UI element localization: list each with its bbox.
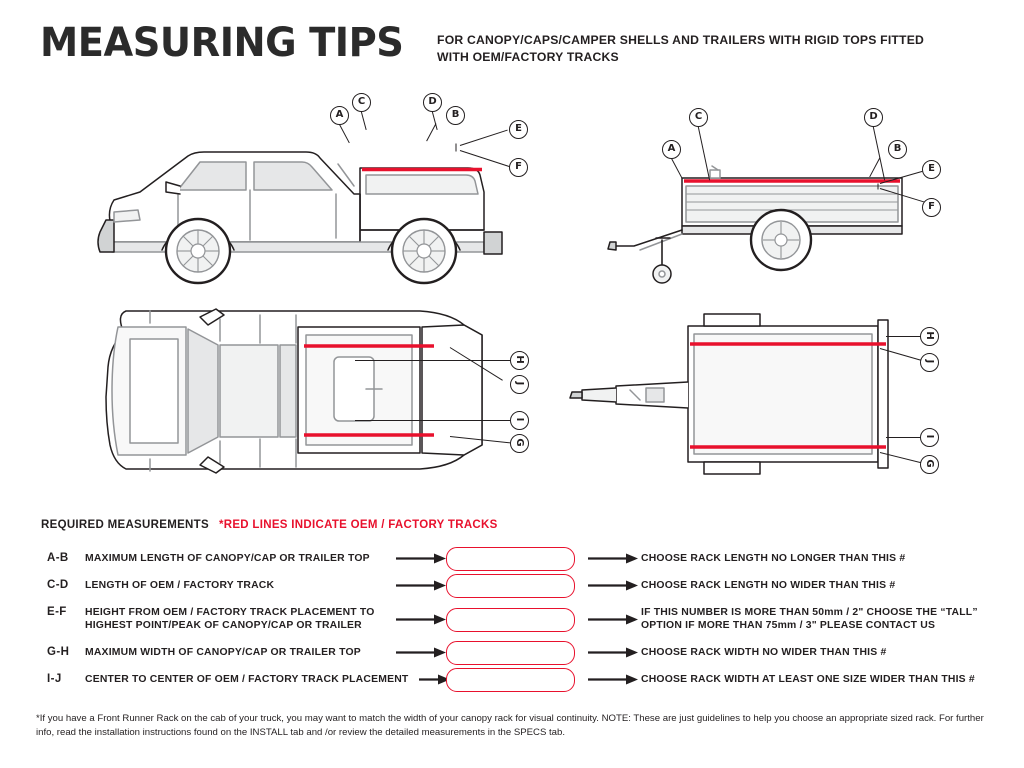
- arrow-icon: [588, 553, 640, 564]
- leader-line-trailer-ef-stem: [878, 184, 879, 190]
- measurement-result: IF THIS NUMBER IS MORE THAN 50mm / 2" CHOOSE THE “TALL” OPTION IF MORE THAN 75mm / 3" PLEASE CONTACT US: [641, 607, 978, 631]
- arrow-icon: [588, 647, 640, 658]
- measurement-code: G-H: [47, 646, 70, 658]
- red-lines-note: *RED LINES INDICATE OEM / FACTORY TRACKS: [218, 519, 498, 531]
- callout-trailer-side-c: C: [689, 108, 708, 127]
- leader-line-top-i: [355, 420, 510, 421]
- callout-truck-side-b: B: [446, 106, 465, 125]
- measurement-result: CHOOSE RACK WIDTH AT LEAST ONE SIZE WIDER THAN THIS #: [641, 674, 975, 685]
- callout-truck-side-f: F: [509, 158, 528, 177]
- measurement-description: HEIGHT FROM OEM / FACTORY TRACK PLACEMENT TO HIGHEST POINT/PEAK OF CANOPY/CAP OR TRAILER: [85, 607, 375, 631]
- arrow-icon: [396, 647, 448, 658]
- arrow-icon: [396, 614, 448, 625]
- measurement-row: [41, 669, 981, 696]
- callout-truck-top-h-label: H: [514, 355, 525, 364]
- callout-truck-top-g-label: G: [514, 438, 525, 447]
- leader-line-ef-stem: [456, 144, 457, 152]
- arrow-icon: [396, 553, 448, 564]
- callout-truck-top-j: [510, 375, 529, 394]
- trailer-top-view-illustration: [560, 308, 930, 483]
- callout-truck-top-h: [510, 351, 529, 370]
- callout-trailer-top-h: [920, 327, 939, 346]
- measurements-table: [41, 548, 981, 696]
- callout-trailer-top-g: [920, 455, 939, 474]
- callout-truck-top-j-label: J: [514, 381, 525, 386]
- measurement-result: CHOOSE RACK LENGTH NO LONGER THAN THIS #: [641, 553, 906, 564]
- callout-truck-side-e: E: [509, 120, 528, 139]
- callout-trailer-top-j-label: J: [924, 359, 935, 364]
- callout-truck-side-d: D: [423, 93, 442, 112]
- required-measurements-label: REQUIRED MEASUREMENTS: [41, 519, 209, 531]
- measurement-row: [41, 575, 981, 602]
- truck-top-view-illustration: [90, 305, 510, 490]
- page-subtitle: FOR CANOPY/CAPS/CAMPER SHELLS AND TRAILERS WITH RIGID TOPS FITTED WITH OEM/FACTORY TRACKS: [437, 33, 925, 64]
- callout-truck-top-i: [510, 411, 529, 430]
- truck-side-view-illustration: [70, 120, 560, 290]
- callout-trailer-top-i-label: I: [924, 434, 935, 439]
- measurement-code: C-D: [47, 579, 69, 591]
- measurement-description: MAXIMUM WIDTH OF CANOPY/CAP OR TRAILER TOP: [85, 647, 361, 658]
- leader-line-trailer-top-i: [886, 437, 922, 438]
- callout-truck-side-a: A: [330, 106, 349, 125]
- measurement-input-cd[interactable]: [446, 574, 575, 598]
- measurement-row: [41, 548, 981, 575]
- callout-trailer-side-d: D: [864, 108, 883, 127]
- arrow-icon: [588, 580, 640, 591]
- measurement-result: CHOOSE RACK LENGTH NO WIDER THAN THIS #: [641, 580, 896, 591]
- leader-line-top-h: [355, 360, 510, 361]
- callout-trailer-side-b: B: [888, 140, 907, 159]
- measurement-input-gh[interactable]: [446, 641, 575, 665]
- callout-trailer-side-e: E: [922, 160, 941, 179]
- arrow-icon: [588, 674, 640, 685]
- measurement-row: [41, 602, 981, 642]
- measurement-result: CHOOSE RACK WIDTH NO WIDER THAN THIS #: [641, 647, 887, 658]
- arrow-icon: [588, 614, 640, 625]
- callout-trailer-top-h-label: H: [924, 331, 935, 340]
- page-title: MEASURING TIPS: [40, 20, 404, 66]
- callout-trailer-top-j: [920, 353, 939, 372]
- measurement-description: MAXIMUM LENGTH OF CANOPY/CAP OR TRAILER TOP: [85, 553, 370, 564]
- measurement-input-ef[interactable]: [446, 608, 575, 632]
- callout-truck-top-g: [510, 434, 529, 453]
- measurement-code: I-J: [47, 673, 62, 685]
- callout-trailer-side-f: F: [922, 198, 941, 217]
- callout-truck-side-c: C: [352, 93, 371, 112]
- footnote: *If you have a Front Runner Rack on the cab of your truck, you may want to match the width of your canopy rack for visual continuity. NOTE: These are just guidelines to help you choose an appropriate sized rack. For further info, read the installation instructions found on the INSTALL tab and /or review the detailed measurements in the SPECS tab.: [36, 713, 984, 738]
- measurement-row: [41, 642, 981, 669]
- leader-line-trailer-top-h: [886, 336, 922, 337]
- measurement-input-ij[interactable]: [446, 668, 575, 692]
- callout-trailer-side-a: A: [662, 140, 681, 159]
- callout-truck-top-i-label: I: [514, 417, 525, 422]
- callout-trailer-top-i: [920, 428, 939, 447]
- callout-trailer-top-g-label: G: [924, 459, 935, 468]
- measurement-description: LENGTH OF OEM / FACTORY TRACK: [85, 580, 275, 591]
- measurement-description: CENTER TO CENTER OF OEM / FACTORY TRACK PLACEMENT: [85, 674, 409, 685]
- arrow-icon: [396, 580, 448, 591]
- required-measurements-heading: [41, 519, 498, 531]
- measurement-code: E-F: [47, 606, 67, 618]
- measurement-code: A-B: [47, 552, 69, 564]
- header: [40, 22, 990, 66]
- measurement-input-ab[interactable]: [446, 547, 575, 571]
